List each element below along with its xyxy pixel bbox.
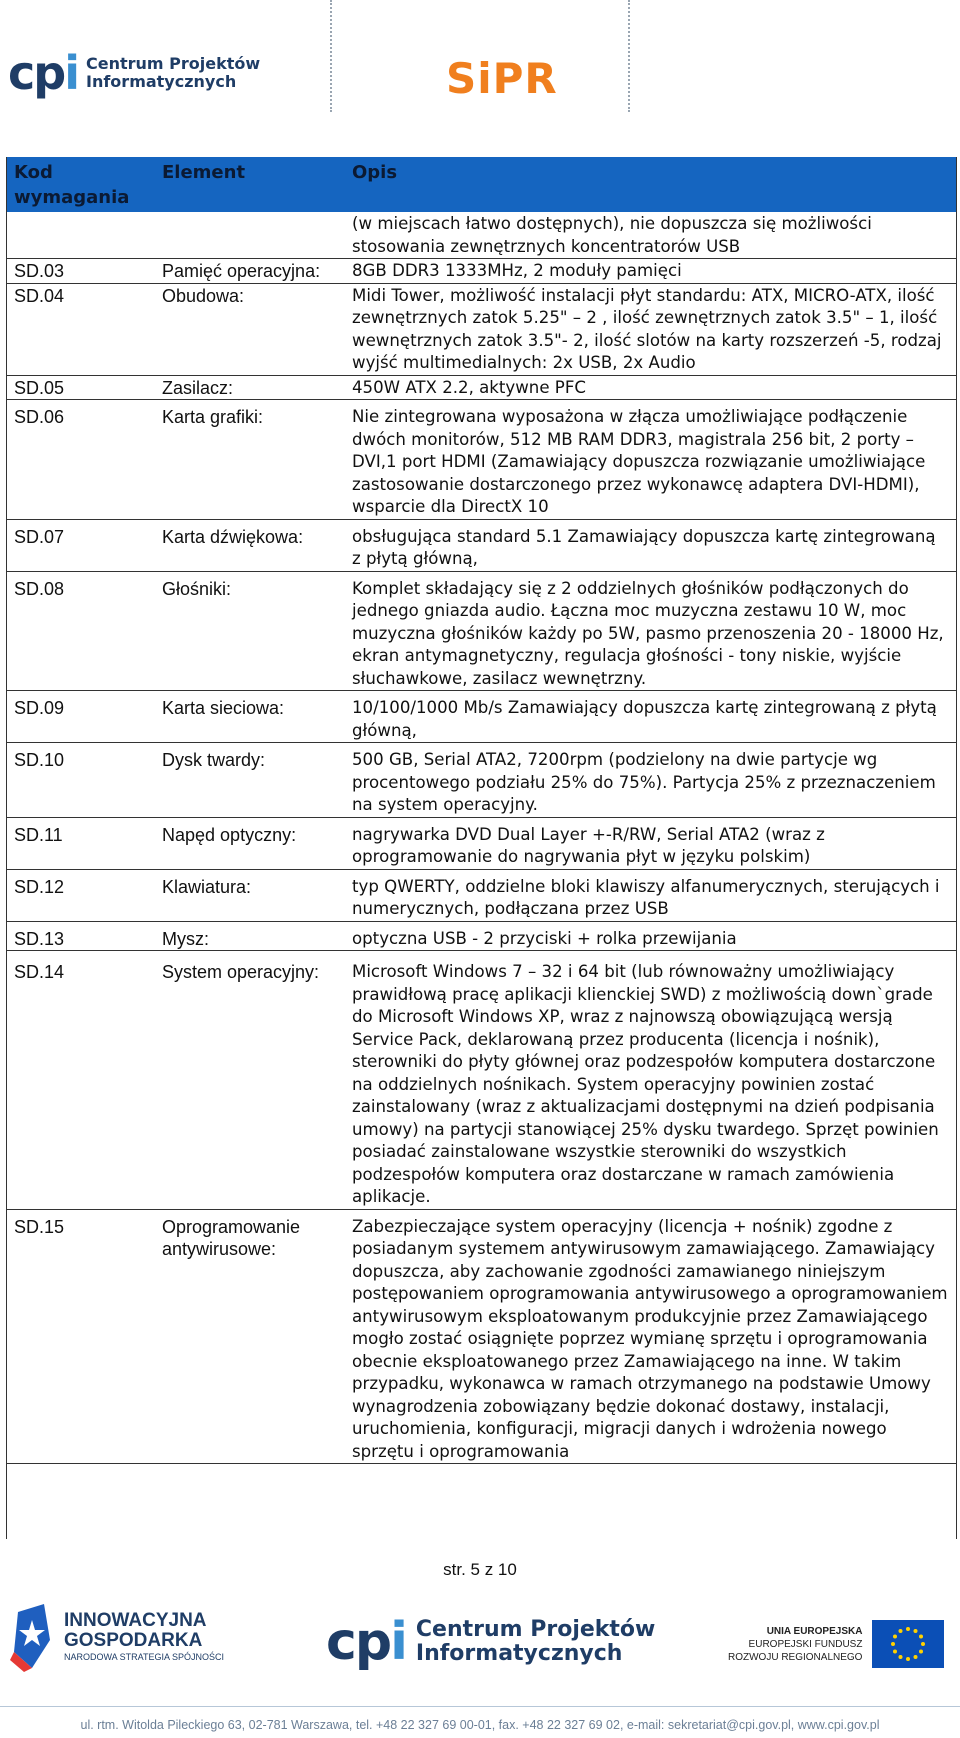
- innowacyjna-gospodarka-logo: [10, 1602, 224, 1672]
- requirement-element: Obudowa:: [154, 283, 344, 375]
- requirement-element: System operacyjny:: [154, 951, 344, 1210]
- eu-flag-icon: [872, 1620, 944, 1668]
- cpi-name-line2: Informatycznych: [86, 72, 237, 91]
- requirement-element: Karta sieciowa:: [154, 691, 344, 743]
- eu-logo: [728, 1620, 944, 1668]
- page-header: [0, 0, 960, 120]
- requirement-code: SD.07: [6, 519, 154, 571]
- table-row: [6, 519, 957, 571]
- table-row: [6, 1209, 957, 1464]
- cpi-name-line1: Centrum Projektów: [415, 1617, 656, 1642]
- sipr-logo: SiPR: [446, 54, 558, 103]
- header-divider: [628, 0, 630, 112]
- cpi-logo-mark: cpi: [326, 1612, 406, 1672]
- requirement-description: typ QWERTY, oddzielne bloki klawiszy alfanumerycznych, sterujących i numerycznych, podłączana przez USB: [344, 869, 957, 921]
- table-row: [6, 375, 957, 400]
- requirement-code: SD.08: [6, 571, 154, 691]
- cpi-footer-logo: [326, 1612, 656, 1672]
- column-header-description: Opis: [344, 157, 957, 212]
- requirement-description: 450W ATX 2.2, aktywne PFC: [344, 375, 957, 400]
- cpi-name-line2: Informatycznych: [415, 1641, 623, 1666]
- requirement-description: Komplet składający się z 2 oddzielnych głośników podłączonych do jednego gniazda audio. Łączna moc muzyczna zestawu 10 W, moc muzyczna głośników każdy po 5W, pasmo przenoszenia 20 - 18000 Hz, ekran antymagnetyczny, regulacja głośności - tony niskie, wyjście słuchawkowe, zasilacz wewnętrzny.: [344, 571, 957, 691]
- table-row: [6, 571, 957, 691]
- requirement-code: SD.03: [6, 259, 154, 284]
- column-header-code: Kod wymagania: [6, 157, 154, 212]
- table-header-row: [6, 157, 957, 212]
- ig-line2: GOSPODARKA: [64, 1630, 203, 1651]
- page-number: str. 5 z 10: [443, 1560, 517, 1579]
- requirement-element: [154, 212, 344, 259]
- footer-logos: [0, 1598, 960, 1678]
- requirement-code: SD.15: [6, 1209, 154, 1464]
- requirement-code: SD.14: [6, 951, 154, 1210]
- requirement-code: SD.12: [6, 869, 154, 921]
- requirements-table: [6, 157, 957, 1464]
- header-divider: [330, 0, 332, 112]
- requirement-description: Zabezpieczające system operacyjny (licencja + nośnik) zgodne z posiadanym systemem antywirusowym zamawiającego. Zamawiający dopuszcza, aby zachowanie zgodności zamawianego niniejszym postępowaniem oprogramowania antywirusowego a oprogramowaniem antywirusowym eksploatowanym produkcyjnie przez Zamawiającego mogło zostać osiągnięte poprzez wymianę sprzętu i oprogramowania obecnie eksploatowanego przez Zamawiającego na inne. W takim przypadku, wykonawca w ramach otrzymanego na podstawie Umowy wynagrodzenia zobowiązany będzie dokonać dostawy, instalacji, uruchomienia, konfiguracji, migracji danych i wdrożenia nowego sprzętu i oprogramowania: [344, 1209, 957, 1464]
- table-row: [6, 743, 957, 818]
- footer-address: ul. rtm. Witolda Pileckiego 63, 02-781 Warszawa, tel. +48 22 327 69 00-01, fax. +48 22 327 69 02, e-mail: sekretariat@cpi.gov.pl, www.cpi.gov.pl: [80, 1718, 880, 1732]
- requirement-code: SD.13: [6, 921, 154, 951]
- requirement-description: 8GB DDR3 1333MHz, 2 moduły pamięci: [344, 259, 957, 284]
- requirement-code: SD.05: [6, 375, 154, 400]
- requirement-element: Karta grafiki:: [154, 400, 344, 520]
- cpi-name-line1: Centrum Projektów: [86, 54, 261, 73]
- eu-line2: EUROPEJSKI FUNDUSZ: [748, 1638, 863, 1650]
- ig-star-icon: [10, 1602, 54, 1672]
- requirement-element: Napęd optyczny:: [154, 817, 344, 869]
- ig-line1: INNOWACYJNA: [64, 1610, 207, 1631]
- ig-line3: NARODOWA STRATEGIA SPÓJNOŚCI: [64, 1652, 225, 1662]
- requirement-description: 10/100/1000 Mb/s Zamawiający dopuszcza kartę zintegrowaną z płytą główną,: [344, 691, 957, 743]
- requirement-code: SD.11: [6, 817, 154, 869]
- table-row: [6, 817, 957, 869]
- eu-line3: ROZWOJU REGIONALNEGO: [728, 1651, 863, 1663]
- table-row: [6, 869, 957, 921]
- table-row: [6, 691, 957, 743]
- requirement-element: Karta dźwiękowa:: [154, 519, 344, 571]
- table-row: [6, 259, 957, 284]
- requirement-element: Mysz:: [154, 921, 344, 951]
- cpi-logo-mark: cpi: [8, 46, 78, 100]
- requirement-description: 500 GB, Serial ATA2, 7200rpm (podzielony na dwie partycje wg procentowego podziału 25% do 75%). Partycja 25% z przeznaczeniem na system operacyjny.: [344, 743, 957, 818]
- footer-divider: [0, 1706, 960, 1707]
- requirement-code: SD.04: [6, 283, 154, 375]
- cpi-logo: [8, 46, 261, 100]
- table-row: [6, 283, 957, 375]
- requirement-description: optyczna USB - 2 przyciski + rolka przewijania: [344, 921, 957, 951]
- table-row: [6, 951, 957, 1210]
- requirement-description: (w miejscach łatwo dostępnych), nie dopuszcza się możliwości stosowania zewnętrznych koncentratorów USB: [344, 212, 957, 259]
- eu-line1: UNIA EUROPEJSKA: [766, 1625, 863, 1637]
- requirement-description: Nie zintegrowana wyposażona w złącza umożliwiające podłączenie dwóch monitorów, 512 MB RAM DDR3, magistrala 256 bit, 2 porty – DVI,1 port HDMI (Zamawiający dopuszcza rozwiązanie umożliwiające zastosowanie dostarczonego przez wykonawcę adaptera DVI-HDMI), wsparcie dla DirectX 10: [344, 400, 957, 520]
- requirement-element: Głośniki:: [154, 571, 344, 691]
- requirement-description: nagrywarka DVD Dual Layer +-R/RW, Serial ATA2 (wraz z oprogramowanie do nagrywania płyt w języku polskim): [344, 817, 957, 869]
- requirement-description: Microsoft Windows 7 – 32 i 64 bit (lub równoważny umożliwiający prawidłową pracę aplikacji klienckiej SWD) z możliwością down`grade do Microsoft Windows XP, wraz z najnowszą obowiązującą wersją Service Pack, deklarowaną przez producenta (licencja i nośnik), sterowniki do płyty głównej oraz podzespołów komputera dostarczone na oddzielnych nośnikach. System operacyjny powinien zostać zainstalowany (wraz z aktualizacjami dostępnymi na dzień podpisania umowy) na partycji stanowiącej 25% dysku twardego. Sprzęt powinien posiadać zainstalowane wszystkie sterowniki do wszystkich podzespołów komputera oraz dostarczane w ramach zamówienia aplikacje.: [344, 951, 957, 1210]
- requirement-element: Zasilacz:: [154, 375, 344, 400]
- table-row: [6, 400, 957, 520]
- requirement-description: Midi Tower, możliwość instalacji płyt standardu: ATX, MICRO-ATX, ilość zewnętrznych zatok 5.25" – 2 , ilość zewnętrznych zatok 3.5" – 1, ilość wewnętrznych zatok 3.5"- 2, ilość slotów na karty rozszerzeń -5, rodzaj wyjść multimedialnych: 2x USB, 2x Audio: [344, 283, 957, 375]
- requirement-element: Klawiatura:: [154, 869, 344, 921]
- requirement-element: Dysk twardy:: [154, 743, 344, 818]
- table-row: [6, 921, 957, 951]
- requirement-code: SD.06: [6, 400, 154, 520]
- requirement-code: [6, 212, 154, 259]
- requirement-code: SD.09: [6, 691, 154, 743]
- requirement-code: SD.10: [6, 743, 154, 818]
- requirement-element: Pamięć operacyjna:: [154, 259, 344, 284]
- requirement-element: Oprogramowanie antywirusowe:: [154, 1209, 344, 1464]
- table-row: [6, 212, 957, 259]
- column-header-element: Element: [154, 157, 344, 212]
- requirement-description: obsługująca standard 5.1 Zamawiający dopuszcza kartę zintegrowaną z płytą główną,: [344, 519, 957, 571]
